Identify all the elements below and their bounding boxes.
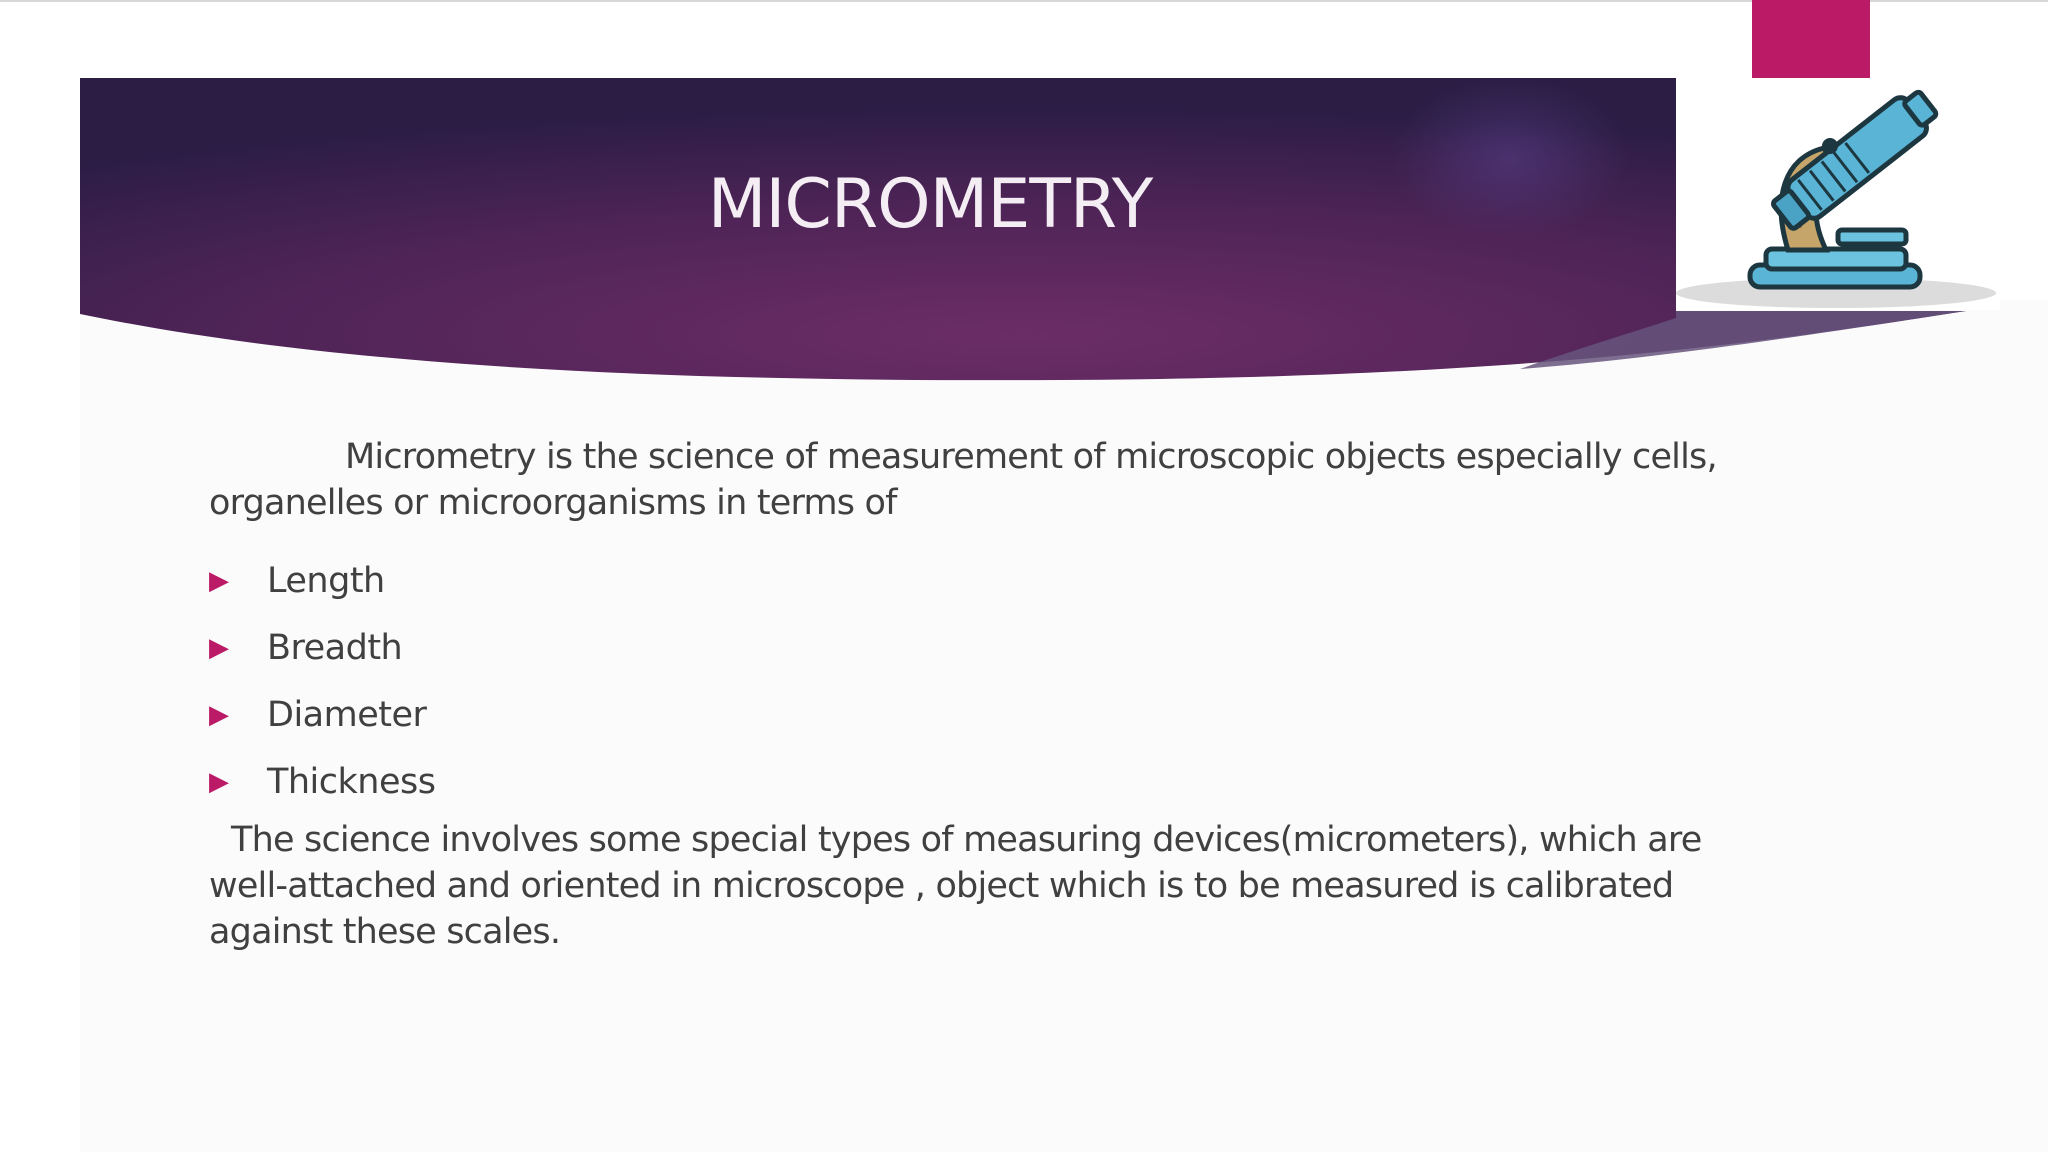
list-item: [209, 547, 435, 614]
top-border: [0, 0, 2048, 2]
accent-tab: [1752, 0, 1870, 78]
list-item-label: Breadth: [267, 627, 403, 668]
slide-title: MICROMETRY: [707, 165, 1153, 244]
list-item-label: Thickness: [267, 761, 436, 802]
list-item-label: Length: [267, 560, 385, 601]
microscope-icon: [1676, 78, 2000, 310]
triangle-bullet-icon: ▶: [209, 632, 229, 663]
measurement-list: [209, 547, 435, 815]
list-item-label: Diameter: [267, 694, 427, 735]
triangle-bullet-icon: ▶: [209, 699, 229, 730]
intro-paragraph: Micrometry is the science of measurement of microscopic objects especially cells, organelles or microorganisms in terms of: [209, 437, 1717, 523]
list-item: [209, 681, 435, 748]
triangle-bullet-icon: ▶: [209, 766, 229, 797]
triangle-bullet-icon: ▶: [209, 565, 229, 596]
outro-paragraph: The science involves some special types of measuring devices(micrometers), which are well-attached and oriented in microscope , object which is to be measured is calibrated against these scales.: [209, 820, 1702, 952]
list-item: [209, 748, 435, 815]
list-item: [209, 614, 435, 681]
